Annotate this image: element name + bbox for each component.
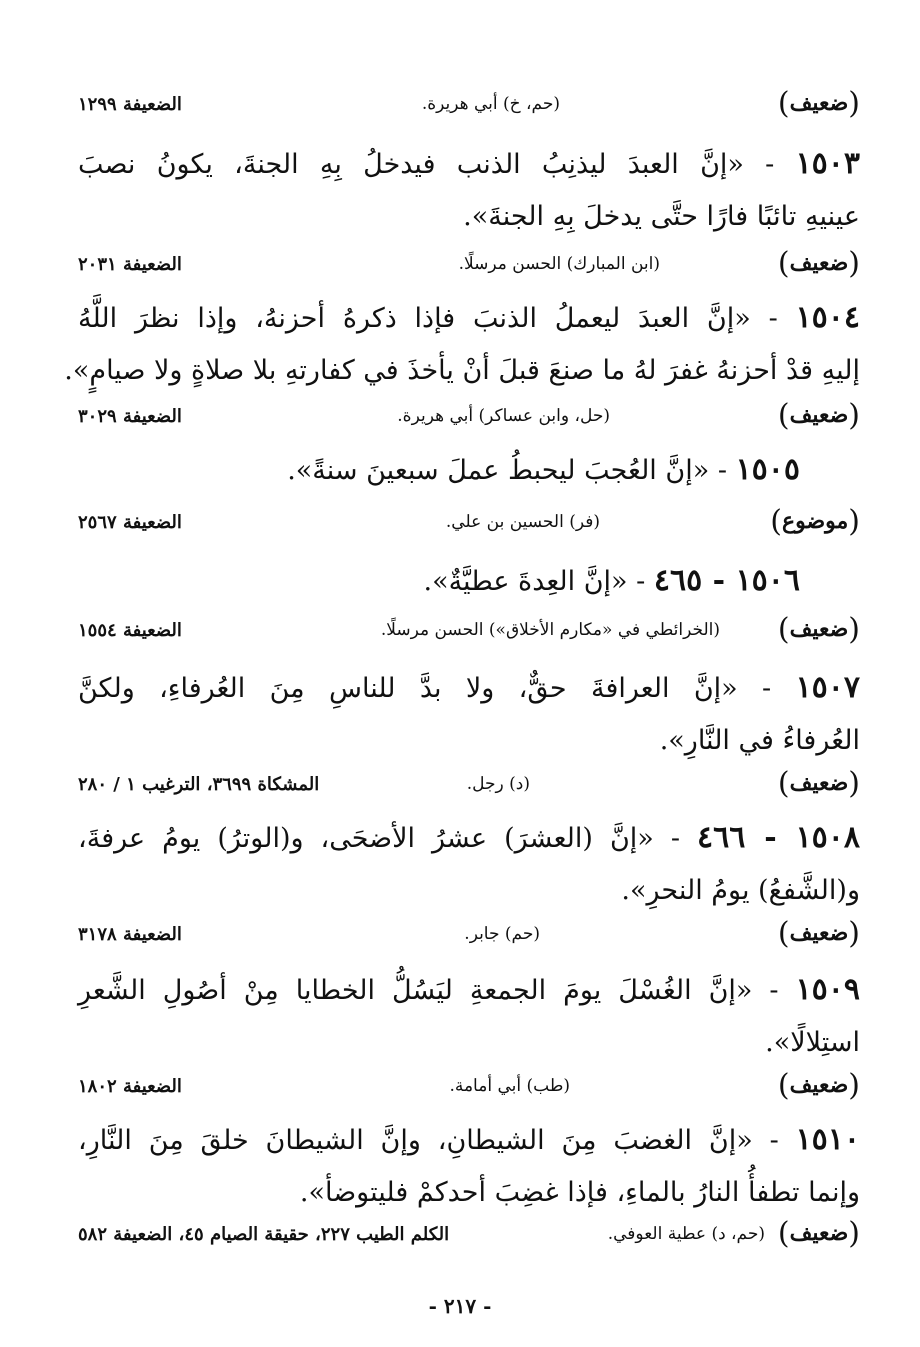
grade-line <box>78 246 860 284</box>
hadith-number: ١٥٠٧ <box>795 670 860 705</box>
hadith-line-1 <box>78 662 860 715</box>
grade-label: (ضعيف) <box>777 1216 860 1251</box>
reference-text: الضعيفة ١٥٥٤ <box>78 620 182 641</box>
grade-label: (ضعيف) <box>777 86 860 121</box>
hadith-line-1 <box>78 812 860 865</box>
hadith-line-2: عينيهِ تائبًا فارًا حتَّى يدخلَ بِهِ الجنةَ». <box>463 201 860 232</box>
grade-line <box>78 1068 860 1106</box>
source-text: (ابن المبارك) الحسن مرسلًا. <box>458 254 660 274</box>
hadith-text: - «إنَّ الغضبَ مِنَ الشيطانِ، وإنَّ الشيطانَ خلقَ مِنَ النَّارِ، <box>78 1125 779 1156</box>
hadith-line-2: و(الشَّفعُ) يومُ النحرِ». <box>621 875 860 906</box>
hadith-line-2: استِلالًا». <box>765 1027 860 1058</box>
source-text: (حم، خ) أبي هريرة. <box>421 94 560 114</box>
hadith-text: - «إنَّ الغُسْلَ يومَ الجمعةِ ليَسُلُّ الخطايا مِنْ أصُولِ الشَّعرِ <box>78 975 779 1006</box>
source-text: (فر) الحسين بن علي. <box>445 512 600 532</box>
hadith-entry <box>78 964 860 1069</box>
hadith-line-2: العُرفاءُ في النَّارِ». <box>659 725 860 756</box>
reference-text: الضعيفة ١٢٩٩ <box>78 94 182 115</box>
grade-label: (موضوع) <box>770 504 860 539</box>
source-text: (حم) جابر. <box>464 924 540 944</box>
source-text: (الخرائطي في «مكارم الأخلاق») الحسن مرسلًا. <box>380 620 720 640</box>
reference-text: المشكاة ٣٦٩٩، الترغيب ١ / ٢٨٠ <box>78 774 320 795</box>
grade-line-top <box>78 86 860 124</box>
hadith-text: - «إنَّ العرافةَ حقٌّ، ولا بدَّ للناسِ مِنَ العُرفاءِ، ولكنَّ <box>78 673 772 704</box>
hadith-line-1 <box>78 138 860 191</box>
reference-text: الضعيفة ٣١٧٨ <box>78 924 182 945</box>
reference-text: الضعيفة ١٨٠٢ <box>78 1076 182 1097</box>
grade-line <box>78 504 860 542</box>
reference-text: الكلم الطيب ٢٢٧، حقيقة الصيام ٤٥، الضعيفة ٥٨٢ <box>78 1224 450 1245</box>
hadith-number: ١٥٠٤ <box>795 300 860 335</box>
hadith-entry <box>78 1114 860 1219</box>
hadith-line-1 <box>78 964 860 1017</box>
hadith-text: - «إنَّ العبدَ ليعملُ الذنبَ فإذا ذكرهُ أحزنهُ، وإذا نظرَ اللَّهُ <box>78 303 778 334</box>
hadith-text: - «إنَّ العبدَ ليذنِبُ الذنب فيدخلُ بِهِ الجنةَ، يكونُ نصبَ <box>78 149 775 180</box>
grade-line <box>78 398 860 436</box>
hadith-entry <box>78 555 860 608</box>
source-text: (د) رجل. <box>466 774 530 794</box>
hadith-number: ١٥٠٦ - ٤٦٥ <box>653 563 800 598</box>
hadith-entry <box>78 444 860 497</box>
hadith-line-1 <box>78 1114 860 1167</box>
reference-text: الضعيفة ٢٠٣١ <box>78 254 182 275</box>
source-text: (حل، وابن عساكر) أبي هريرة. <box>397 406 610 426</box>
grade-label: (ضعيف) <box>777 766 860 801</box>
hadith-entry <box>78 812 860 917</box>
page-number: - ٢١٧ - <box>428 1294 492 1318</box>
hadith-text: - «إنَّ (العشرَ) عشرُ الأضحَى، و(الوترُ) يومُ عرفةَ، <box>78 823 680 854</box>
grade-line <box>78 916 860 954</box>
hadith-entry <box>78 138 860 243</box>
hadith-number: ١٥٠٥ <box>735 452 800 487</box>
grade-label: (ضعيف) <box>777 1068 860 1103</box>
hadith-entry <box>78 662 860 767</box>
hadith-entry <box>64 292 860 397</box>
hadith-number: ١٥٠٩ <box>795 972 860 1007</box>
hadith-line-1 <box>78 292 860 345</box>
grade-label: (ضعيف) <box>777 612 860 647</box>
hadith-text: - «إنَّ العُجبَ ليحبطُ عملَ سبعينَ سنةً». <box>287 455 727 486</box>
grade-label: (ضعيف) <box>777 246 860 281</box>
hadith-line-2: وإنما تطفأُ النارُ بالماءِ، فإذا غضِبَ أحدكمْ فليتوضأ». <box>299 1177 860 1208</box>
reference-text: الضعيفة ٢٥٦٧ <box>78 512 182 533</box>
hadith-number: ١٥١٠ <box>795 1122 860 1157</box>
hadith-line-2: إليهِ قدْ أحزنهُ غفرَ لهُ ما صنعَ قبلَ أنْ يأخذَ في كفارتهِ بلا صلاةٍ ولا صيامٍ». <box>64 355 860 386</box>
grade-label: (ضعيف) <box>777 916 860 951</box>
source-text: (طب) أبي أمامة. <box>449 1076 570 1096</box>
grade-line <box>78 766 860 804</box>
source-text: (حم، د) عطية العوفي. <box>607 1224 765 1244</box>
hadith-number: ١٥٠٣ <box>795 146 860 181</box>
hadith-number: ١٥٠٨ - ٤٦٦ <box>696 820 860 855</box>
grade-label: (ضعيف) <box>777 398 860 433</box>
reference-text: الضعيفة ٣٠٢٩ <box>78 406 182 427</box>
grade-line <box>78 1216 860 1254</box>
hadith-text: - «إنَّ العِدةَ عطيَّةٌ». <box>423 566 646 597</box>
hadith-line-1 <box>78 444 860 497</box>
hadith-line-1 <box>78 555 860 608</box>
grade-line <box>78 612 860 650</box>
